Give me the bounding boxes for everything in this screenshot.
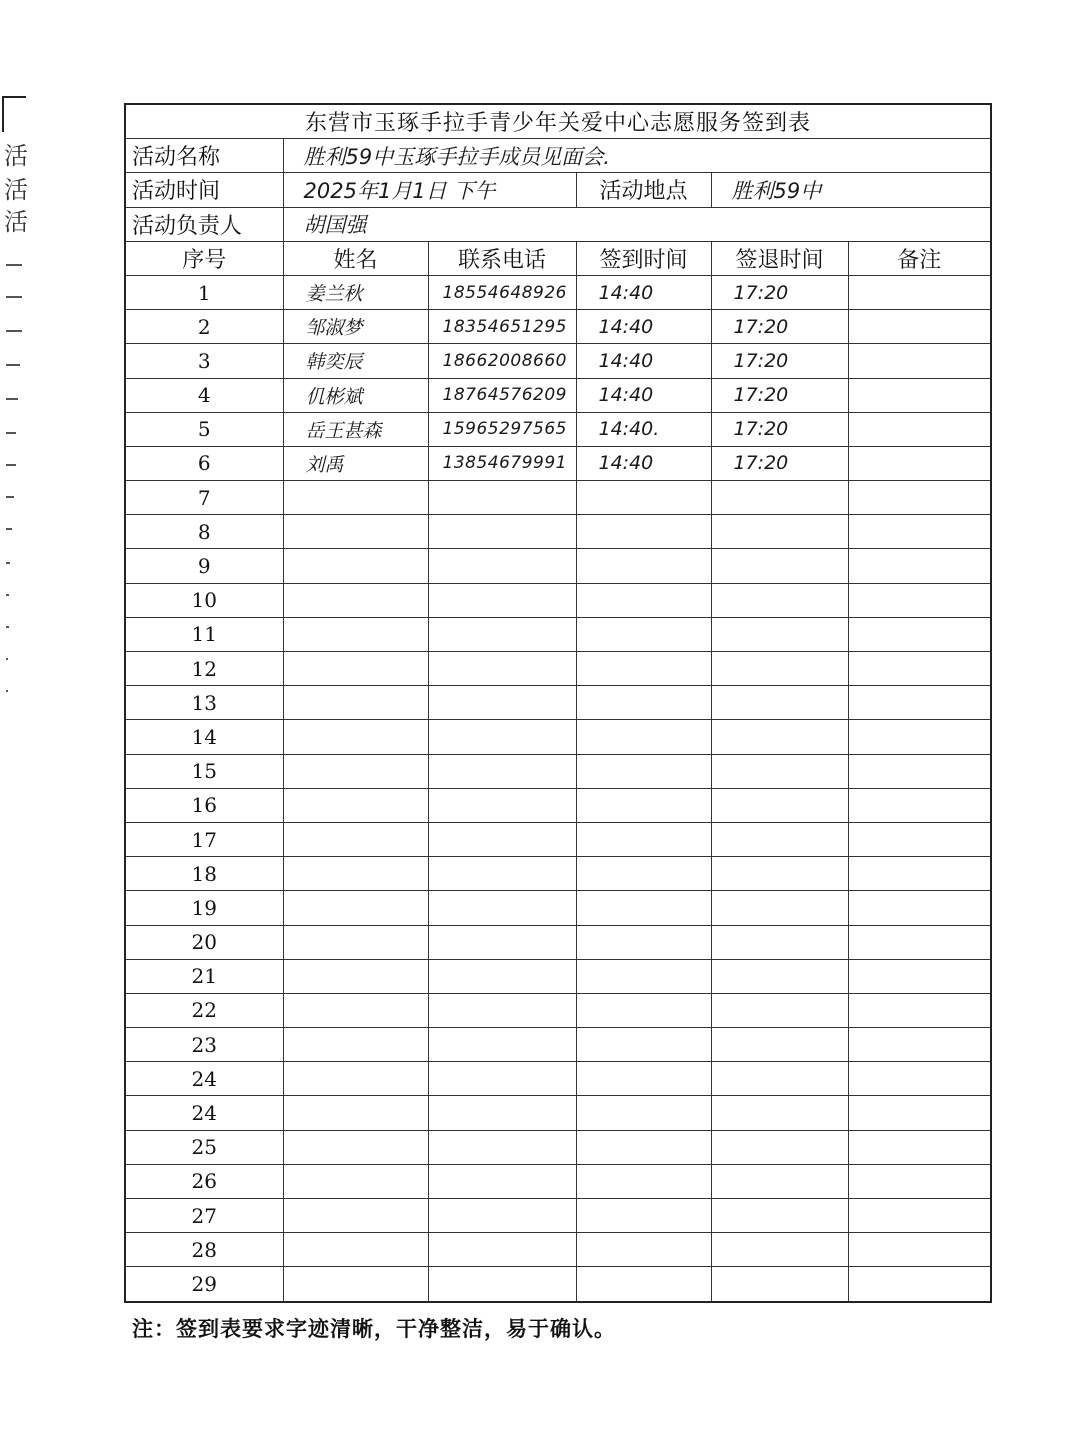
table-row	[125, 1199, 991, 1233]
cell-note[interactable]	[848, 857, 991, 891]
cell-name[interactable]	[283, 549, 428, 583]
cell-phone[interactable]: 18764576209	[428, 378, 576, 412]
cell-sign-in-time[interactable]: 14:40	[576, 310, 711, 344]
cell-note[interactable]	[848, 1096, 991, 1130]
cell-note[interactable]	[848, 1028, 991, 1062]
cell-name[interactable]: 韩奕辰	[283, 344, 428, 378]
cell-note[interactable]	[848, 959, 991, 993]
cell-note[interactable]	[848, 549, 991, 583]
cell-sign-out-time[interactable]	[711, 1267, 848, 1302]
edge-frame	[2, 96, 26, 132]
cell-no: 26	[125, 1164, 283, 1198]
cell-no: 3	[125, 344, 283, 378]
cell-sign-out-time[interactable]	[711, 1130, 848, 1164]
cell-name[interactable]	[283, 1062, 428, 1096]
cell-sign-out-time[interactable]	[711, 1199, 848, 1233]
cell-sign-in-time[interactable]	[576, 481, 711, 515]
column-header-note: 备注	[848, 241, 991, 275]
cell-phone[interactable]	[428, 1062, 576, 1096]
cell-name[interactable]	[283, 1028, 428, 1062]
cell-phone[interactable]	[428, 686, 576, 720]
cell-note[interactable]	[848, 481, 991, 515]
cell-note[interactable]	[848, 1199, 991, 1233]
cell-no: 11	[125, 617, 283, 651]
cell-no: 4	[125, 378, 283, 412]
cell-sign-out-time[interactable]	[711, 515, 848, 549]
cell-phone[interactable]: 18662008660	[428, 344, 576, 378]
cell-sign-out-time[interactable]	[711, 993, 848, 1027]
cell-sign-out-time[interactable]	[711, 822, 848, 856]
cell-phone[interactable]: 15965297565	[428, 412, 576, 446]
cell-phone[interactable]	[428, 617, 576, 651]
sign-in-table	[124, 103, 992, 1303]
cell-sign-in-time[interactable]	[576, 1062, 711, 1096]
table-row	[125, 686, 991, 720]
cell-sign-out-time[interactable]: 17:20	[711, 310, 848, 344]
cell-sign-out-time[interactable]	[711, 652, 848, 686]
cell-no: 7	[125, 481, 283, 515]
cell-name[interactable]	[283, 1164, 428, 1198]
cell-no: 13	[125, 686, 283, 720]
cell-phone[interactable]	[428, 959, 576, 993]
cell-name[interactable]	[283, 1267, 428, 1302]
cell-note[interactable]	[848, 344, 991, 378]
cell-sign-in-time[interactable]	[576, 1199, 711, 1233]
edge-dash	[6, 690, 8, 692]
edge-text: 活	[4, 142, 28, 170]
cell-sign-out-time[interactable]: 17:20	[711, 275, 848, 309]
cell-no: 1	[125, 275, 283, 309]
cell-phone[interactable]	[428, 583, 576, 617]
cell-phone[interactable]	[428, 993, 576, 1027]
cell-no: 9	[125, 549, 283, 583]
cell-sign-in-time[interactable]	[576, 652, 711, 686]
cell-sign-in-time[interactable]	[576, 822, 711, 856]
cell-sign-in-time[interactable]	[576, 515, 711, 549]
cell-phone[interactable]	[428, 1096, 576, 1130]
cell-sign-out-time[interactable]	[711, 754, 848, 788]
cell-sign-out-time[interactable]	[711, 959, 848, 993]
cell-note[interactable]	[848, 1130, 991, 1164]
edge-dash	[6, 432, 16, 434]
table-row	[125, 891, 991, 925]
table-row	[125, 583, 991, 617]
cell-sign-in-time[interactable]	[576, 1233, 711, 1267]
cell-note[interactable]	[848, 720, 991, 754]
table-row	[125, 549, 991, 583]
cell-name[interactable]: 姜兰秋	[283, 275, 428, 309]
cell-sign-out-time[interactable]: 17:20	[711, 412, 848, 446]
table-row	[125, 1028, 991, 1062]
edge-dash	[6, 464, 16, 466]
cell-note[interactable]	[848, 378, 991, 412]
table-row	[125, 515, 991, 549]
cell-phone[interactable]	[428, 1199, 576, 1233]
edge-dash	[6, 626, 9, 628]
cell-note[interactable]	[848, 412, 991, 446]
cell-name[interactable]	[283, 720, 428, 754]
cell-name[interactable]: 仉彬斌	[283, 378, 428, 412]
activity-leader-value[interactable]: 胡国强	[283, 207, 991, 241]
cell-sign-in-time[interactable]	[576, 925, 711, 959]
activity-name-label: 活动名称	[125, 139, 283, 173]
cell-phone[interactable]: 13854679991	[428, 446, 576, 480]
edge-dash	[6, 330, 22, 332]
table-row	[125, 993, 991, 1027]
cell-no: 12	[125, 652, 283, 686]
cell-sign-in-time[interactable]	[576, 788, 711, 822]
cell-sign-in-time[interactable]	[576, 1130, 711, 1164]
cell-phone[interactable]	[428, 857, 576, 891]
cell-note[interactable]	[848, 515, 991, 549]
edge-dash	[6, 264, 22, 266]
cell-phone[interactable]	[428, 1267, 576, 1302]
cell-sign-in-time[interactable]: 14:40	[576, 446, 711, 480]
cell-no: 28	[125, 1233, 283, 1267]
cell-name[interactable]	[283, 617, 428, 651]
cell-sign-in-time[interactable]	[576, 549, 711, 583]
cell-phone[interactable]	[428, 1130, 576, 1164]
activity-time-label: 活动时间	[125, 173, 283, 207]
table-row	[125, 344, 991, 378]
cell-name[interactable]	[283, 1199, 428, 1233]
cell-note[interactable]	[848, 1267, 991, 1302]
cell-sign-out-time[interactable]: 17:20	[711, 378, 848, 412]
cell-note[interactable]	[848, 891, 991, 925]
cell-sign-out-time[interactable]	[711, 891, 848, 925]
cell-phone[interactable]: 18354651295	[428, 310, 576, 344]
edge-dash	[6, 658, 8, 660]
cell-name[interactable]	[283, 857, 428, 891]
table-row	[125, 378, 991, 412]
cell-name[interactable]	[283, 788, 428, 822]
cell-name[interactable]	[283, 754, 428, 788]
cell-name[interactable]	[283, 1233, 428, 1267]
table-row	[125, 1164, 991, 1198]
cell-sign-in-time[interactable]: 14:40	[576, 378, 711, 412]
cell-sign-in-time[interactable]	[576, 959, 711, 993]
cell-sign-out-time[interactable]	[711, 583, 848, 617]
cell-sign-in-time[interactable]	[576, 891, 711, 925]
cell-phone[interactable]: 18554648926	[428, 275, 576, 309]
footnote: 注：签到表要求字迹清晰，干净整洁，易于确认。	[132, 1316, 616, 1341]
cell-sign-out-time[interactable]	[711, 1233, 848, 1267]
cell-note[interactable]	[848, 822, 991, 856]
cell-phone[interactable]	[428, 891, 576, 925]
cell-no: 21	[125, 959, 283, 993]
cell-phone[interactable]	[428, 788, 576, 822]
cell-phone[interactable]	[428, 652, 576, 686]
cell-sign-in-time[interactable]	[576, 754, 711, 788]
cell-sign-out-time[interactable]	[711, 720, 848, 754]
cell-note[interactable]	[848, 993, 991, 1027]
cell-note[interactable]	[848, 617, 991, 651]
table-row	[125, 1233, 991, 1267]
cell-sign-in-time[interactable]	[576, 1096, 711, 1130]
table-row	[125, 1062, 991, 1096]
table-row	[125, 446, 991, 480]
cell-note[interactable]	[848, 446, 991, 480]
cell-sign-out-time[interactable]	[711, 1028, 848, 1062]
cell-sign-out-time[interactable]	[711, 1096, 848, 1130]
table-row	[125, 788, 991, 822]
sign-in-sheet	[124, 103, 992, 1303]
cell-no: 20	[125, 925, 283, 959]
edge-dash	[6, 594, 9, 596]
cell-sign-out-time[interactable]	[711, 549, 848, 583]
activity-place-label: 活动地点	[576, 173, 711, 207]
column-header-no: 序号	[125, 241, 283, 275]
table-header-row	[125, 241, 991, 275]
cell-phone[interactable]	[428, 549, 576, 583]
cell-name[interactable]	[283, 686, 428, 720]
column-header-phone: 联系电话	[428, 241, 576, 275]
cell-phone[interactable]	[428, 481, 576, 515]
table-row	[125, 1130, 991, 1164]
table-row	[125, 1096, 991, 1130]
activity-name-value[interactable]: 胜利59中玉琢手拉手成员见面会.	[283, 139, 991, 173]
cell-no: 6	[125, 446, 283, 480]
cell-phone[interactable]	[428, 515, 576, 549]
cell-name[interactable]	[283, 1130, 428, 1164]
cell-no: 2	[125, 310, 283, 344]
cell-name[interactable]	[283, 515, 428, 549]
cell-phone[interactable]	[428, 754, 576, 788]
cell-sign-in-time[interactable]	[576, 857, 711, 891]
table-row	[125, 275, 991, 309]
edge-dash	[6, 398, 18, 400]
cell-sign-in-time[interactable]	[576, 617, 711, 651]
cell-no: 25	[125, 1130, 283, 1164]
cell-no: 8	[125, 515, 283, 549]
edge-dash	[6, 562, 10, 564]
cell-note[interactable]	[848, 310, 991, 344]
cell-note[interactable]	[848, 1062, 991, 1096]
cell-name[interactable]	[283, 891, 428, 925]
cell-name[interactable]: 邹淑梦	[283, 310, 428, 344]
table-row	[125, 822, 991, 856]
cell-note[interactable]	[848, 1164, 991, 1198]
cell-sign-out-time[interactable]	[711, 481, 848, 515]
cell-note[interactable]	[848, 275, 991, 309]
cell-sign-in-time[interactable]	[576, 1267, 711, 1302]
table-row	[125, 412, 991, 446]
cell-no: 14	[125, 720, 283, 754]
cell-name[interactable]	[283, 993, 428, 1027]
cell-sign-out-time[interactable]	[711, 788, 848, 822]
cell-note[interactable]	[848, 652, 991, 686]
table-row	[125, 617, 991, 651]
cell-no: 24	[125, 1096, 283, 1130]
cell-sign-out-time[interactable]: 17:20	[711, 344, 848, 378]
cell-sign-out-time[interactable]	[711, 925, 848, 959]
cell-no: 19	[125, 891, 283, 925]
cell-name[interactable]	[283, 959, 428, 993]
table-row	[125, 481, 991, 515]
cell-phone[interactable]	[428, 1164, 576, 1198]
cell-no: 29	[125, 1267, 283, 1302]
cell-phone[interactable]	[428, 720, 576, 754]
cell-name[interactable]	[283, 1096, 428, 1130]
sheet-title: 东营市玉琢手拉手青少年关爱中心志愿服务签到表	[125, 104, 991, 139]
cell-name[interactable]: 岳王甚森	[283, 412, 428, 446]
cell-sign-out-time[interactable]	[711, 857, 848, 891]
cell-sign-in-time[interactable]	[576, 686, 711, 720]
cell-note[interactable]	[848, 754, 991, 788]
cell-no: 24	[125, 1062, 283, 1096]
cell-no: 10	[125, 583, 283, 617]
cell-no: 15	[125, 754, 283, 788]
cell-name[interactable]	[283, 652, 428, 686]
cell-no: 23	[125, 1028, 283, 1062]
cell-sign-in-time[interactable]: 14:40	[576, 275, 711, 309]
cell-sign-in-time[interactable]	[576, 583, 711, 617]
cell-no: 5	[125, 412, 283, 446]
column-header-sign-in: 签到时间	[576, 241, 711, 275]
cell-name[interactable]	[283, 481, 428, 515]
cell-name[interactable]	[283, 925, 428, 959]
edge-text: 活	[4, 176, 28, 204]
cell-sign-out-time[interactable]	[711, 1062, 848, 1096]
cell-sign-in-time[interactable]: 14:40.	[576, 412, 711, 446]
cell-phone[interactable]	[428, 1233, 576, 1267]
edge-dash	[6, 528, 12, 530]
table-row	[125, 310, 991, 344]
column-header-name: 姓名	[283, 241, 428, 275]
edge-dash	[6, 364, 20, 366]
cell-note[interactable]	[848, 788, 991, 822]
cell-sign-in-time[interactable]	[576, 1028, 711, 1062]
cell-name[interactable]: 刘禹	[283, 446, 428, 480]
cell-no: 27	[125, 1199, 283, 1233]
activity-place-value[interactable]: 胜利59中	[711, 173, 991, 207]
activity-leader-label: 活动负责人	[125, 207, 283, 241]
activity-time-value[interactable]: 2025年1月1日 下午	[283, 173, 576, 207]
cell-note[interactable]	[848, 583, 991, 617]
edge-dash	[6, 496, 14, 498]
cell-sign-out-time[interactable]: 17:20	[711, 446, 848, 480]
table-row	[125, 652, 991, 686]
table-row	[125, 720, 991, 754]
table-row	[125, 959, 991, 993]
cell-sign-in-time[interactable]: 14:40	[576, 344, 711, 378]
cell-sign-out-time[interactable]	[711, 686, 848, 720]
column-header-sign-out: 签退时间	[711, 241, 848, 275]
cell-name[interactable]	[283, 583, 428, 617]
table-row	[125, 857, 991, 891]
cell-note[interactable]	[848, 686, 991, 720]
cell-note[interactable]	[848, 1233, 991, 1267]
table-row	[125, 754, 991, 788]
cell-no: 18	[125, 857, 283, 891]
cell-no: 17	[125, 822, 283, 856]
cell-sign-in-time[interactable]	[576, 720, 711, 754]
cell-phone[interactable]	[428, 925, 576, 959]
cell-note[interactable]	[848, 925, 991, 959]
cell-phone[interactable]	[428, 1028, 576, 1062]
edge-dash	[6, 296, 22, 298]
cell-phone[interactable]	[428, 822, 576, 856]
cell-sign-out-time[interactable]	[711, 617, 848, 651]
cell-sign-in-time[interactable]	[576, 993, 711, 1027]
cell-sign-out-time[interactable]	[711, 1164, 848, 1198]
table-row	[125, 925, 991, 959]
table-row	[125, 1267, 991, 1302]
cell-sign-in-time[interactable]	[576, 1164, 711, 1198]
cell-no: 22	[125, 993, 283, 1027]
cell-no: 16	[125, 788, 283, 822]
edge-text: 活	[4, 208, 28, 236]
cell-name[interactable]	[283, 822, 428, 856]
